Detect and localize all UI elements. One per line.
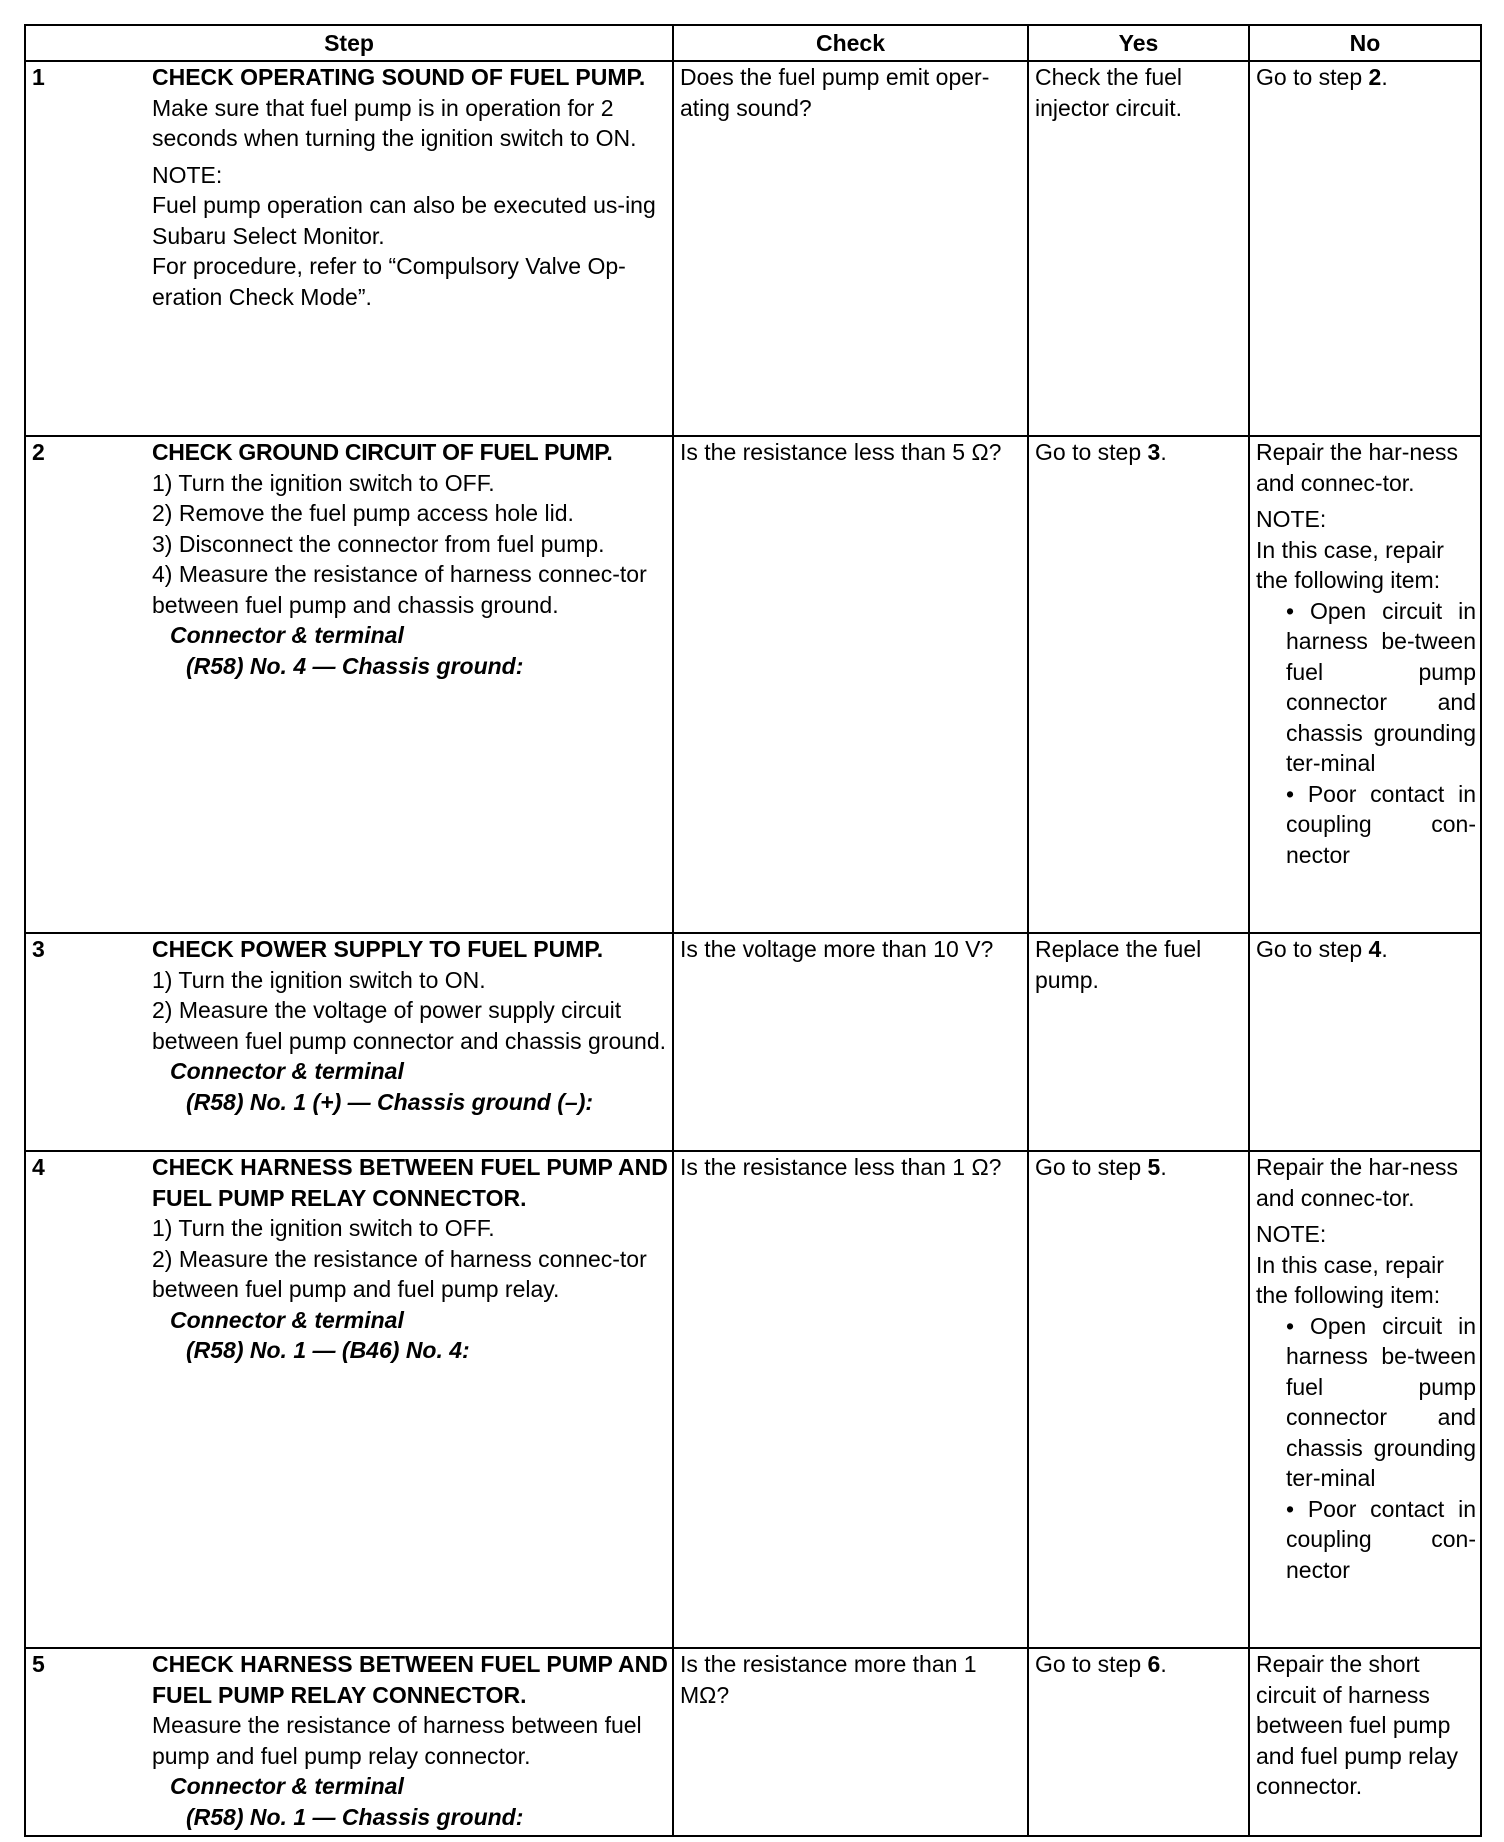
step-cell (25, 436, 673, 933)
step-text: Make sure that fuel pump is in operation for 2 seconds when turning the ignition switch to ON. (152, 94, 637, 151)
table-row (25, 1151, 1481, 1648)
note-text: For procedure, refer to “Compulsory Valve Op-eration Check Mode”. (152, 253, 626, 310)
table-row (25, 1648, 1481, 1836)
connector-terminal: (R58) No. 1 — Chassis ground: (186, 1803, 524, 1830)
check-cell: Is the resistance more than 1 MΩ? (673, 1648, 1028, 1836)
connector-terminal: (R58) No. 4 — Chassis ground: (186, 652, 524, 679)
note-text: In this case, repair the following item: (1256, 536, 1444, 593)
diagnostic-table (24, 24, 1482, 1837)
table-row (25, 61, 1481, 436)
step-number: 3 (32, 936, 45, 962)
no-text: Repair the har-ness and connec-tor. (1256, 1154, 1458, 1211)
yes-prefix: Go to step (1035, 439, 1148, 465)
yes-cell (1028, 436, 1249, 933)
yes-step-ref: 5 (1147, 1154, 1161, 1180)
note-text: In this case, repair the following item: (1256, 1251, 1444, 1308)
check-cell: Is the resistance less than 5 Ω? (673, 436, 1028, 933)
yes-step-ref: 3 (1147, 439, 1161, 465)
yes-prefix: Go to step (1035, 1651, 1148, 1677)
step-number: 2 (32, 439, 45, 465)
header-yes: Yes (1028, 25, 1249, 61)
note-text: Fuel pump operation can also be executed us-ing Subaru Select Monitor. (152, 192, 656, 249)
check-cell: Is the voltage more than 10 V? (673, 933, 1028, 1151)
connector-terminal: (R58) No. 1 (+) — Chassis ground (–): (186, 1088, 594, 1115)
step-text: 2) Remove the fuel pump access hole lid. (152, 500, 574, 526)
no-cell (1249, 933, 1481, 1151)
step-text: 1) Turn the ignition switch to OFF. (152, 469, 495, 496)
table-row (25, 436, 1481, 933)
no-prefix: Go to step (1256, 64, 1369, 90)
check-cell: Does the fuel pump emit oper-ating sound? (673, 61, 1028, 436)
yes-cell (1028, 1151, 1249, 1648)
yes-step-ref: 6 (1147, 1651, 1161, 1677)
yes-cell: Replace the fuel pump. (1028, 933, 1249, 1151)
table-row (25, 933, 1481, 1151)
bullet-item: • Poor contact in coupling con-nector (1286, 780, 1476, 868)
step-number: 4 (32, 1154, 45, 1180)
bullet-item: • Poor contact in coupling con-nector (1286, 1495, 1476, 1583)
no-cell: Repair the short circuit of harness between fuel pump and fuel pump relay connector. (1249, 1648, 1481, 1836)
step-text: 2) Measure the voltage of power supply circuit between fuel pump connector and chassis ground. (152, 997, 666, 1054)
yes-cell (1028, 1648, 1249, 1836)
step-text: Measure the resistance of harness between fuel pump and fuel pump relay connector. (152, 1712, 642, 1769)
step-cell (25, 933, 673, 1151)
no-step-ref: 2 (1368, 64, 1382, 90)
no-cell (1249, 1151, 1481, 1648)
yes-prefix: Go to step (1035, 1154, 1148, 1180)
yes-suffix: . (1160, 439, 1167, 465)
no-cell (1249, 61, 1481, 436)
step-title: CHECK HARNESS BETWEEN FUEL PUMP AND FUEL PUMP RELAY CONNECTOR. (152, 1651, 668, 1708)
step-text: 4) Measure the resistance of harness connec-tor between fuel pump and chassis ground. (152, 561, 647, 618)
step-text: 1) Turn the ignition switch to ON. (152, 966, 486, 993)
no-cell (1249, 436, 1481, 933)
yes-suffix: . (1160, 1154, 1167, 1180)
step-cell (25, 1151, 673, 1648)
check-cell: Is the resistance less than 1 Ω? (673, 1151, 1028, 1648)
bullet-item: • Open circuit in harness be-tween fuel pump connector and chassis grounding ter-minal (1286, 597, 1476, 776)
step-text: 2) Measure the resistance of harness connec-tor between fuel pump and fuel pump relay. (152, 1245, 647, 1302)
step-title: CHECK GROUND CIRCUIT OF FUEL PUMP. (152, 439, 613, 465)
step-text: 1) Turn the ignition switch to OFF. (152, 1215, 495, 1241)
connector-heading: Connector & terminal (170, 622, 404, 648)
step-number: 1 (32, 64, 45, 90)
step-title: CHECK HARNESS BETWEEN FUEL PUMP AND FUEL PUMP RELAY CONNECTOR. (152, 1154, 668, 1211)
connector-heading: Connector & terminal (170, 1058, 404, 1084)
no-text: Repair the har-ness and connec-tor. (1256, 439, 1458, 496)
connector-terminal: (R58) No. 1 — (B46) No. 4: (186, 1337, 470, 1363)
note-label: NOTE: (1256, 506, 1327, 532)
header-row (25, 25, 1481, 61)
header-check: Check (673, 25, 1028, 61)
step-cell (25, 1648, 673, 1836)
yes-suffix: . (1160, 1651, 1167, 1677)
no-step-ref: 4 (1368, 936, 1382, 962)
header-no: No (1249, 25, 1481, 61)
header-step: Step (25, 25, 673, 61)
note-label: NOTE: (152, 161, 223, 188)
step-text: 3) Disconnect the connector from fuel pump. (152, 530, 605, 557)
connector-heading: Connector & terminal (170, 1306, 404, 1333)
step-cell (25, 61, 673, 436)
no-prefix: Go to step (1256, 936, 1369, 962)
step-number: 5 (32, 1651, 45, 1677)
bullet-item: • Open circuit in harness be-tween fuel pump connector and chassis grounding ter-minal (1286, 1312, 1476, 1491)
yes-cell: Check the fuel injector circuit. (1028, 61, 1249, 436)
connector-heading: Connector & terminal (170, 1773, 404, 1799)
step-title: CHECK OPERATING SOUND OF FUEL PUMP. (152, 64, 646, 90)
no-suffix: . (1381, 936, 1388, 962)
note-label: NOTE: (1256, 1221, 1327, 1247)
no-suffix: . (1381, 64, 1388, 90)
step-title: CHECK POWER SUPPLY TO FUEL PUMP. (152, 936, 604, 962)
